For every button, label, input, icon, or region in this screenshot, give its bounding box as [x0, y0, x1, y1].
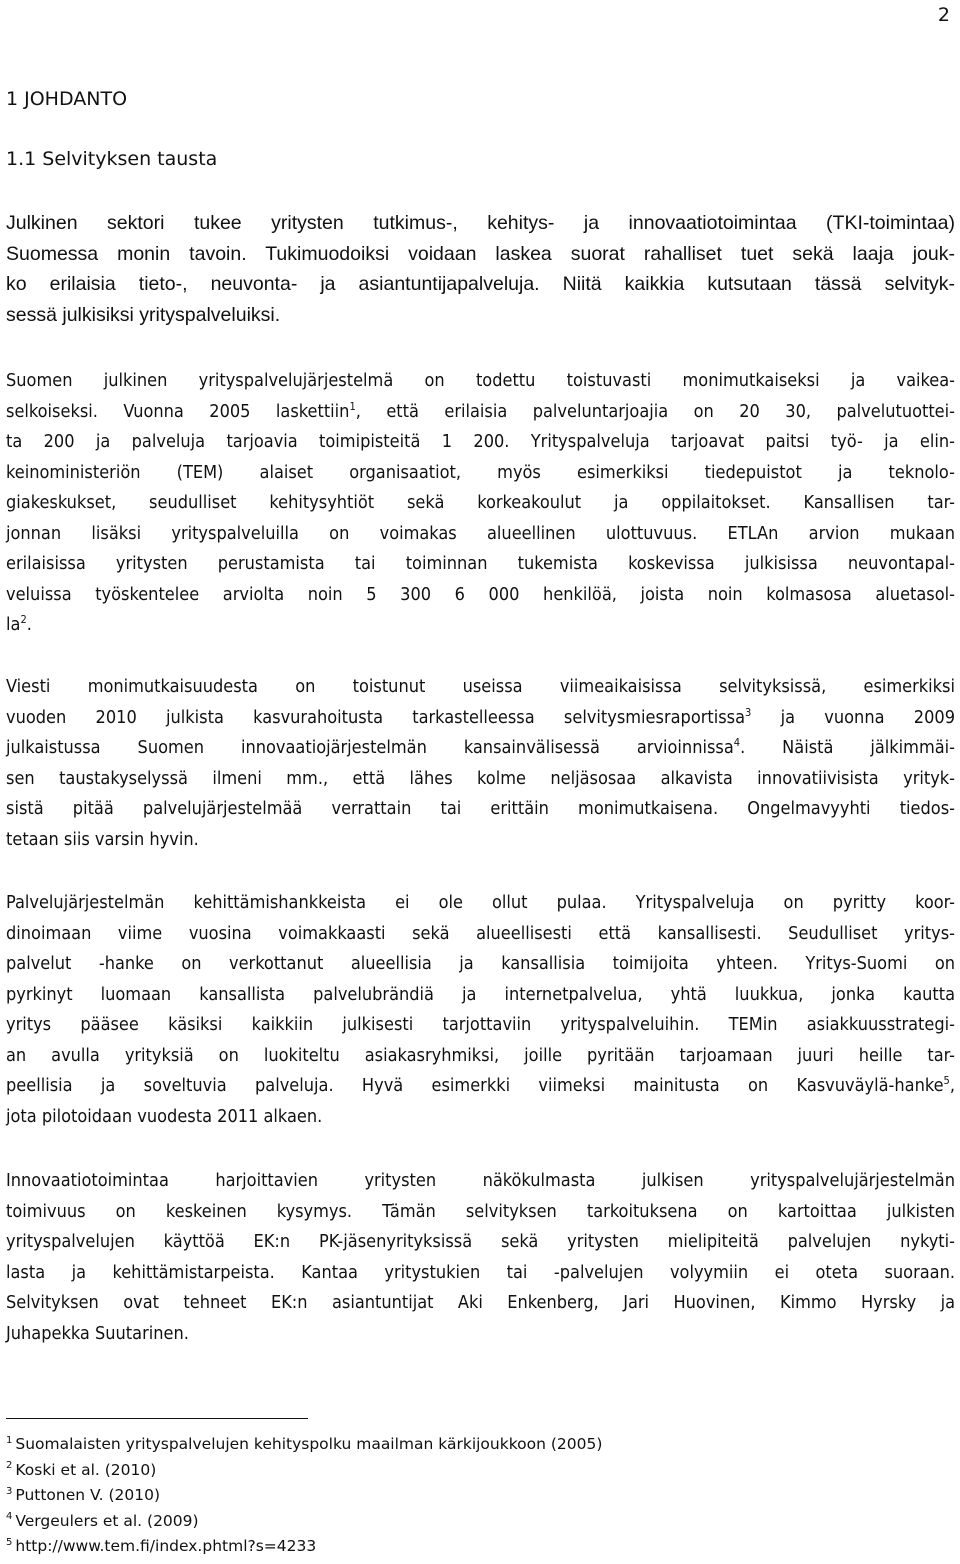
text-line: giakeskukset, seudulliset kehitysyhtiöt sekä korkeakoulut ja oppilaitokset. Kansallisen tar- — [6, 492, 955, 513]
footnote-item: $^2$ Koski et al. (2010) — [6, 1460, 157, 1479]
text-line: pyrkinyt luomaan kansallista palvelubrändiä ja internetpalvelua, yhtä luukkua, jonka kautta — [6, 983, 955, 1005]
text-line: keinoministeriön (TEM) alaiset organisaatiot, myös esimerkiksi tiedepuistot ja teknolo- — [6, 461, 955, 483]
text-line: veluissa työskentelee arviolta noin 5 300 6 000 henkilöä, joista noin kolmasosa aluetasol- — [6, 583, 955, 605]
text-line: $la^2$. — [6, 613, 32, 635]
text-line: Innovaatiotoimintaa harjoittavien yritysten näkökulmasta julkisen yrityspalvelujärjestelmän — [6, 1170, 955, 1191]
footnote-ref: 1 — [349, 399, 356, 413]
text-line: an avulla yrityksiä on luokiteltu asiakasryhmiksi, joille pyritään tarjoamaan juuri heille tar- — [6, 1044, 955, 1066]
text-line: yritys pääsee käsiksi kaikkiin julkisesti tarjottaviin yrityspalveluihin. TEMin asiakkuusstrategi- — [6, 1014, 955, 1035]
text-line: toimivuus on keskeinen kysymys. Tämän selvityksen tarkoituksena on kartoittaa julkisten — [6, 1200, 955, 1222]
text-line: Selvityksen ovat tehneet EK:n asiantuntijat Aki Enkenberg, Jari Huovinen, Kimmo Hyrsky ja — [6, 1292, 955, 1313]
footnote-item: $^3$ Puttonen V. (2010) — [6, 1485, 161, 1504]
text-line: jonnan lisäksi yrityspalveluilla on voimakas alueellinen ulottuvuus. ETLAn arvion mukaan — [6, 522, 955, 544]
footnote-ref: 4 — [733, 736, 741, 749]
footnote-item: $^4$ Vergeulers et al. (2009) — [6, 1511, 199, 1530]
footnote-item: $^1$ Suomalaisten yrityspalvelujen kehityspolku maailman kärkijoukkoon (2005) — [6, 1434, 603, 1453]
page-number: 2 — [937, 4, 950, 26]
footnote-ref: 3 — [745, 705, 752, 719]
text-line: Viesti monimutkaisuudesta on toistunut useissa viimeaikaisissa selvityksissä, esimerkiksi — [6, 676, 955, 697]
text-line: sen taustakyselyssä ilmeni mm., että lähes kolme neljäsosaa alkavista innovatiivisista yrityk- — [6, 767, 955, 789]
section-heading: 1.1 Selvityksen tausta — [6, 148, 218, 170]
chapter-heading: 1 JOHDANTO — [6, 88, 128, 110]
text-line: ta 200 ja palveluja tarjoavia toimipisteitä 1 200. Yrityspalveluja tarjoavat paitsi työ- ja elin- — [6, 431, 955, 452]
text-line: sessä julkisiksi yrityspalveluiksi. — [6, 303, 281, 326]
paragraph-complexity — [6, 366, 955, 641]
footnote-link[interactable]: $^5$ http://www.tem.fi/index.phtml?s=4233 — [6, 1536, 317, 1555]
text-line: Juhapekka Suutarinen. — [6, 1322, 189, 1344]
text-line: sistä pitää palvelujärjestelmää verrattain tai erittäin monimutkaisena. Ongelmavyyhti tiedos- — [6, 798, 955, 819]
text-line: dinoimaan viime vuosina voimakkaasti sekä alueellisesti että kansallisesti. Seudulliset yritys- — [6, 922, 955, 944]
text-line: Suomessa monin tavoin. Tukimuodoiksi voidaan laskea suorat rahalliset tuet sekä laaja jouk- — [6, 242, 955, 265]
text-line: Palvelujärjestelmän kehittämishankkeista ei ole ollut pulaa. Yrityspalveluja on pyritty koor- — [6, 892, 955, 913]
text-line: ko erilaisia tieto-, neuvonta- ja asiantuntijapalveluja. Niitä kaikkia kutsutaan tässä selvityk- — [6, 273, 955, 295]
text-line: yrityspalvelujen käyttöä EK:n PK-jäsenyrityksissä sekä yritysten mielipiteitä palvelujen nykyti- — [6, 1231, 955, 1252]
text-line: palvelut -hanke on verkottanut alueellisia ja kansallisia toimijoita yhteen. Yritys-Suomi on — [6, 953, 955, 974]
text-line: jota pilotoidaan vuodesta 2011 alkaen. — [6, 1105, 323, 1127]
footnote-divider — [6, 1418, 308, 1419]
text-line: selkoiseksi. Vuonna 2005 laskettiin$^1$, että erilaisia palveluntarjoajia on 20 30, palvelutuottei- — [6, 399, 955, 422]
text-line: Suomen julkinen yrityspalvelujärjestelmä on todettu toistuvasti monimutkaiseksi ja vaikea- — [6, 370, 955, 391]
text-line: erilaisissa yritysten perustamista tai toiminnan tukemista koskevissa julkisissa neuvontapal- — [6, 553, 955, 574]
paragraph-development — [6, 888, 955, 1132]
text-line: Julkinen sektori tukee yritysten tutkimus-, kehitys- ja innovaatiotoimintaa (TKI-toimintaa) — [6, 212, 955, 234]
footnote-ref: 5 — [943, 1074, 950, 1087]
footnote-list — [6, 1432, 602, 1560]
text-line: vuoden 2010 julkista kasvurahoitusta tarkastelleessa selvitysmiesraportissa$^3$ ja vuonna 2009 — [6, 705, 955, 728]
paragraph-intro — [6, 208, 955, 330]
text-line: tetaan siis varsin hyvin. — [6, 828, 199, 850]
text-line: peellisia ja soveltuvia palveluja. Hyvä esimerkki viimeksi mainitusta on Kasvuväylä-hanke$^5$, — [6, 1074, 955, 1096]
footnote-ref: 2 — [20, 613, 27, 626]
paragraph-purpose — [6, 1166, 955, 1349]
text-line: julkaistussa Suomen innovaatiojärjestelmän kansainvälisessä arvioinnissa$^4$. Näistä jälkimmäi- — [6, 736, 955, 758]
text-line: lasta ja kehittämistarpeista. Kantaa yritystukien tai -palvelujen volyymiin ei oteta suoraan. — [6, 1261, 955, 1283]
paragraph-message — [6, 672, 955, 855]
